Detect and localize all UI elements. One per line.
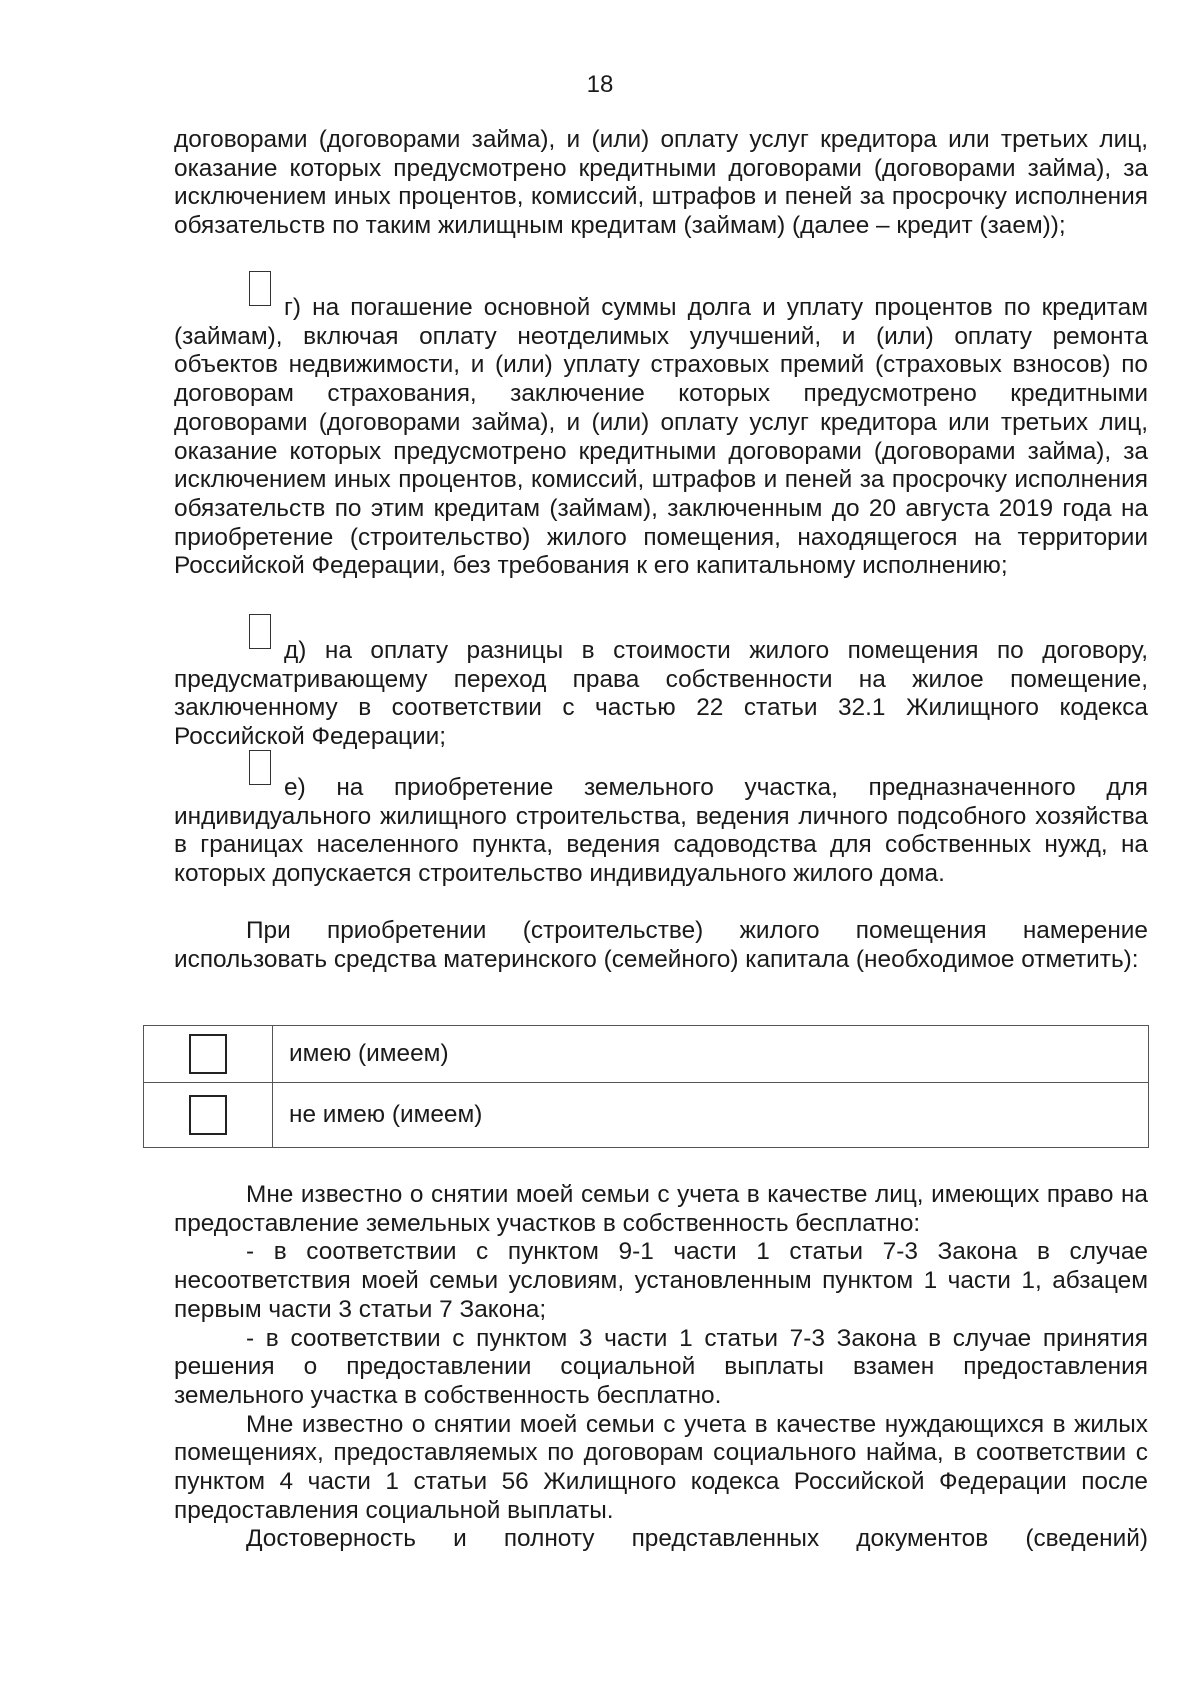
paragraph-bullet-1: - в соответствии с пунктом 9-1 части 1 статьи 7-3 Закона в случае несоответствия моей семьи условиям, установленным пунктом 1 части 1, абзацем первым части 3 статьи 7 Закона; — [174, 1238, 1148, 1323]
paragraph-item-g — [174, 294, 1148, 581]
option-checkbox-cell — [144, 1026, 273, 1083]
option-label-have: имею (имеем) — [273, 1026, 1149, 1083]
capital-intent-table — [143, 1025, 1149, 1148]
paragraph-intent — [174, 917, 1148, 974]
option-checkbox-not-have[interactable] — [189, 1095, 227, 1135]
page-number: 18 — [586, 71, 614, 98]
paragraph-reliability: Достоверность и полноту представленных документов (сведений) — [246, 1525, 1148, 1553]
option-checkbox-have[interactable] — [189, 1034, 227, 1074]
table-row — [144, 1026, 1149, 1083]
table-row — [144, 1083, 1149, 1148]
paragraph-known-land: Мне известно о снятии моей семьи с учета в качестве лиц, имеющих право на предоставление земельных участков в собственность бесплатно: — [174, 1181, 1148, 1237]
notice-section — [174, 1181, 1148, 1554]
paragraph-credit-continuation — [174, 126, 1148, 241]
paragraph-text: договорами (договорами займа), и (или) оплату услуг кредитора или третьих лиц, оказание которых предусмотрено кредитными договорами (договорами займа), за исключением иных процентов, комиссий, штрафов и пеней за просрочку исполнения обязательств по таким жилищным кредитам (займам) (далее – кредит (заем)); — [174, 126, 1148, 240]
paragraph-text: д) на оплату разницы в стоимости жилого помещения по договору, предусматривающему переход права собственности на жилое помещение, заключенному в соответствии с частью 22 статьи 32.1 Жилищного кодекса Российской Федерации; — [174, 637, 1148, 751]
paragraph-text: При приобретении (строительстве) жилого помещения намерение использовать средства материнского (семейного) капитала (необходимое отметить): — [174, 917, 1148, 973]
paragraph-bullet-2: - в соответствии с пунктом 3 части 1 статьи 7-3 Закона в случае принятия решения о предоставлении социальной выплаты взамен предоставления земельного участка в собственность бесплатно. — [174, 1324, 1148, 1409]
paragraph-item-d — [174, 637, 1148, 752]
paragraph-text: г) на погашение основной суммы долга и уплату процентов по кредитам (займам), включая оплату неотделимых улучшений, и (или) оплату ремонта объектов недвижимости, и (или) уплату страховых премий (страховых взносов) по договорам страхования, заключение которых предусмотрено кредитными договорами (договорами займа), и (или) оплату услуг кредитора или третьих лиц, оказание которых предусмотрено кредитными договорами (договорами займа), за исключением иных процентов, комиссий, штрафов и пеней за просрочку исполнения обязательств по этим кредитам (займам), заключенным до 20 августа 2019 года на приобретение (строительство) жилого помещения, находящегося на территории Российской Федерации, без требования к его капитальному исполнению; — [174, 294, 1148, 580]
option-checkbox-cell — [144, 1083, 273, 1148]
paragraph-item-e — [174, 774, 1148, 889]
option-label-not-have: не имею (имеем) — [273, 1083, 1149, 1148]
paragraph-text: е) на приобретение земельного участка, предназначенного для индивидуального жилищного строительства, ведения личного подсобного хозяйства в границах населенного пункта, ведения садоводства для собственных нужд, на которых допускается строительство индивидуального жилого дома. — [174, 774, 1148, 888]
paragraph-known-housing: Мне известно о снятии моей семьи с учета в качестве нуждающихся в жилых помещениях, предоставляемых по договорам социального найма, в соответствии с пунктом 4 части 1 статьи 56 Жилищного кодекса Российской Федерации после предоставления социальной выплаты. — [174, 1410, 1148, 1524]
